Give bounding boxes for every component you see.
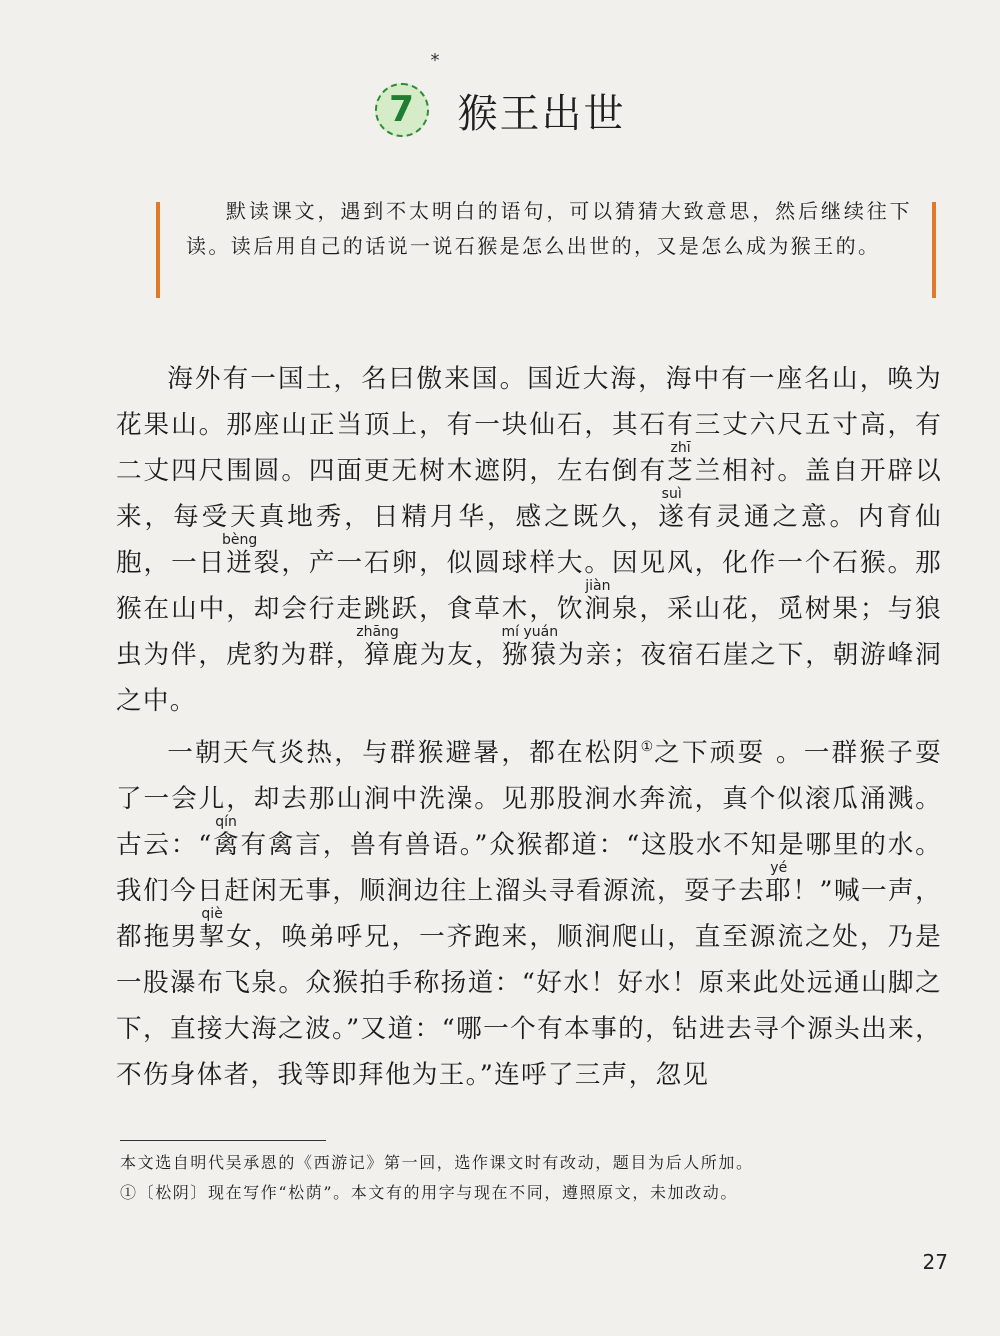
footnote-divider: [120, 1140, 326, 1141]
reading-guide-box: [156, 194, 936, 298]
lesson-title: 猴王出世: [457, 90, 626, 137]
text-segment: 之下顽耍 。一群猴子耍了一会儿，却去那山涧中洗澡。见那股涧水奔流，真个似滚瓜涌溅。古云：“: [116, 738, 942, 860]
pinyin-annotation: 耶yé: [765, 860, 793, 906]
text-segment: 泉，采山花，觅树果；与狼虫为伴，虎豹为群，: [116, 594, 942, 670]
footnote-1: ①〔松阴〕现在写作“松荫”。本文有的用字与现在不同，遵照原文，未加改动。: [120, 1183, 738, 1202]
text-segment: 一朝天气炎热，与群猴避暑，都在松阴: [167, 738, 641, 768]
main-text: [116, 356, 942, 1098]
text-segment: 兰相衬。盖自开辟以来，每受天真地秀，日精月华，感之既久，: [116, 456, 942, 532]
reading-guide-text: 默读课文，遇到不太明白的语句，可以猜猜大致意思，然后继续往下读。读后用自己的话说一说石猴是怎么出世的，又是怎么成为猴王的。: [186, 199, 912, 258]
text-segment: 有灵通之意。内育仙胞，一日: [116, 502, 943, 578]
pinyin-annotation: 禽qín: [212, 814, 241, 860]
pinyin-annotation: 芝zhī: [667, 440, 695, 486]
paragraph-1: [116, 356, 942, 724]
lesson-number: 7: [388, 89, 415, 130]
text-segment: 裂，产一石卵，似圆球样大。因见风，化作一个石猴。那猴在山中，却会行走跳跃，食草木，饮: [116, 548, 942, 624]
pinyin-annotation: 獐zhāng: [356, 624, 399, 670]
pinyin-annotation: 遂suì: [658, 486, 687, 532]
text-segment: ！”喊一声，都拖男: [116, 876, 942, 952]
text-segment: 为亲；夜宿石崖之下，朝游峰洞之中。: [116, 640, 942, 716]
lesson-optional-mark: *: [430, 50, 440, 71]
lesson-header: [0, 50, 1000, 142]
lesson-number-badge: [375, 83, 429, 137]
pinyin-annotation: 涧jiàn: [584, 578, 612, 624]
text-segment: 有禽言，兽有兽语。”众猴都道：“这股水不知是哪里的水。我们今日赶闲无事，顺涧边往上溜头寻看源流，耍子去: [116, 830, 942, 906]
paragraph-2: [116, 724, 942, 1098]
pinyin-annotation: 猕猿mí yuán: [501, 624, 559, 670]
guide-right-bar: [932, 202, 936, 298]
page-number: 27: [922, 1250, 948, 1274]
footnote-ref-1: ①: [640, 739, 655, 755]
text-segment: 鹿为友，: [391, 640, 503, 670]
guide-left-bar: [156, 202, 160, 298]
text-segment: 女，唤弟呼兄，一齐跑来，顺涧爬山，直至源流之处，乃是一股瀑布飞泉。众猴拍手称扬道：“好水！好水！原来此处远通山脚之下，直接大海之波。”又道：“哪一个有本事的，钻进去寻个源头出来，不伤身体者，我等即拜他为王。”连呼了三声，忽见: [116, 922, 942, 1090]
pinyin-annotation: 挈qiè: [198, 906, 227, 952]
text-segment: 海外有一国土，名曰傲来国。国近大海，海中有一座名山，唤为花果山。那座山正当顶上，有一块仙石，其石有三丈六尺五寸高，有二丈四尺围圆。四面更无树木遮阴，左右倒有: [116, 364, 942, 486]
pinyin-annotation: 迸bèng: [222, 532, 258, 578]
source-note: 本文选自明代吴承恩的《西游记》第一回，选作课文时有改动，题目为后人所加。: [120, 1153, 754, 1172]
footnotes: [120, 1148, 940, 1208]
